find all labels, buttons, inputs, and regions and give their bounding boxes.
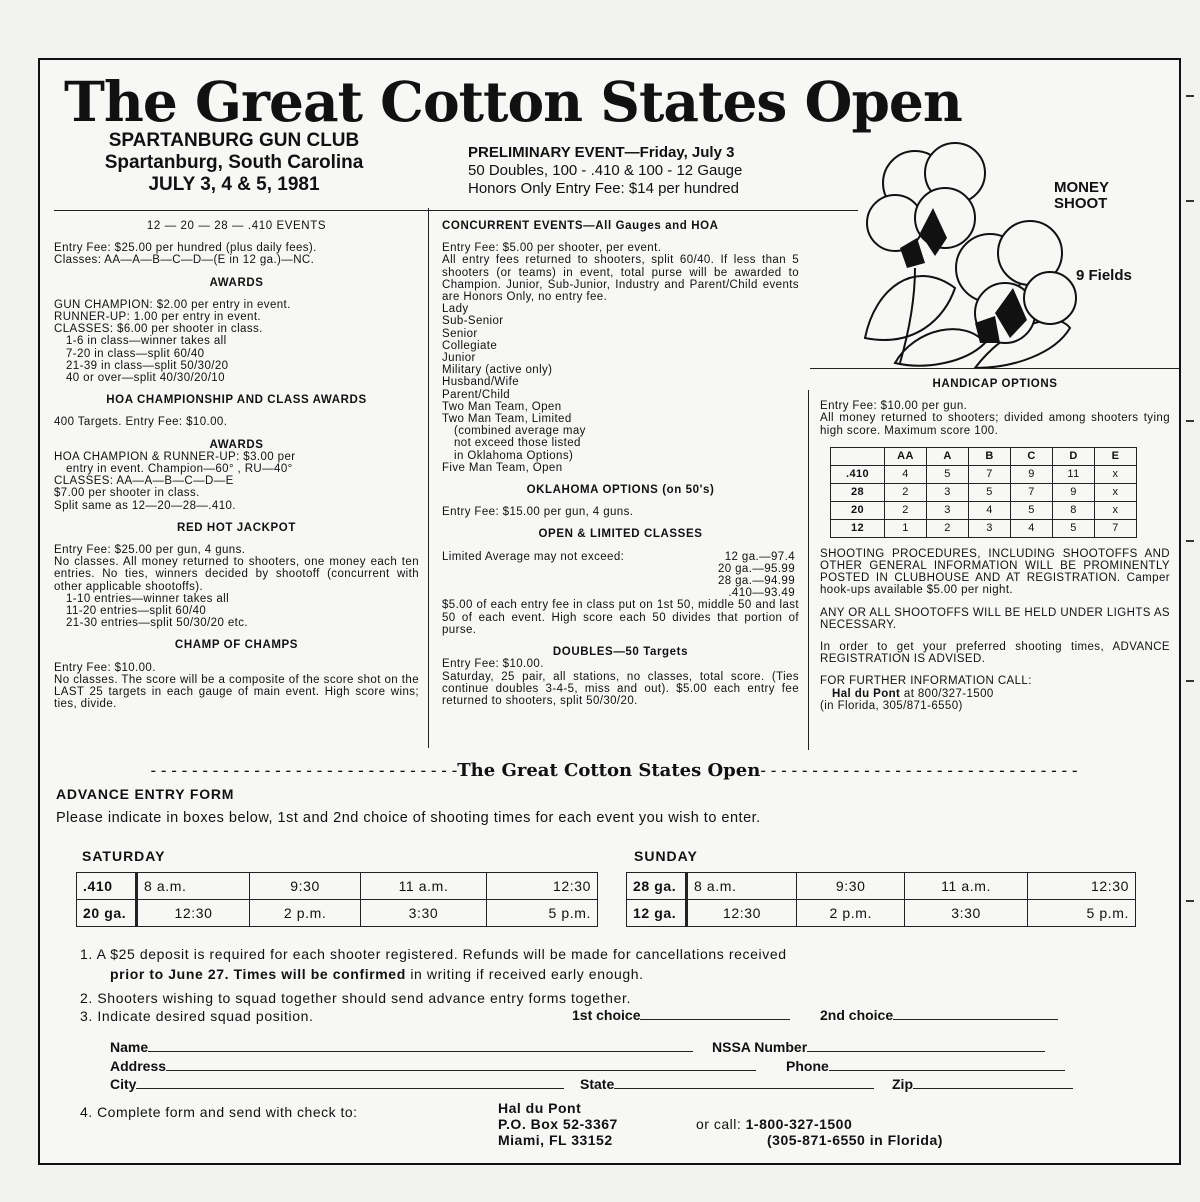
table-cell: C	[1011, 447, 1053, 465]
hoa-champion: HOA CHAMPION & RUNNER-UP: $3.00 per	[54, 450, 296, 463]
name-field[interactable]	[110, 1038, 693, 1057]
page-title: The Great Cotton States Open	[64, 69, 962, 134]
state-field[interactable]	[580, 1075, 874, 1094]
table-row	[627, 900, 1136, 927]
scan-mark	[1186, 200, 1194, 202]
time-slot-box[interactable]: 11 a.m.	[905, 873, 1027, 900]
classes-fee: CLASSES: $6.00 per shooter in class.	[54, 323, 263, 336]
table-cell: 1	[885, 519, 927, 537]
scan-mark	[1186, 540, 1194, 542]
event-item: Collegiate	[442, 339, 498, 352]
awards-heading: AWARDS	[209, 276, 264, 289]
call-florida: (305-871-6550 in Florida)	[767, 1132, 943, 1148]
handicap-heading: HANDICAP OPTIONS	[932, 378, 1058, 390]
event-item: Military (active only)	[442, 364, 553, 377]
hoa-champion-detail: entry in event. Champion—60° , RU—40°	[66, 463, 293, 476]
jackpot-fee: Entry Fee: $25.00 per gun, 4 guns.	[54, 544, 246, 557]
doubles-heading: DOUBLES—50 Targets	[552, 646, 689, 659]
jackpot-text: No classes. All money returned to shooters, one money each ten entries. No ties, winners decided by shootoff (concurrent with other applicable shootoffs).	[54, 556, 419, 593]
first-choice-field[interactable]	[572, 1006, 790, 1025]
table-cell: E	[1095, 447, 1137, 465]
jackpot-split: 11-20 entries—split 60/40	[66, 605, 207, 618]
contact-line	[820, 688, 1170, 700]
phone-label: Phone	[786, 1058, 829, 1074]
gun-champion: GUN CHAMPION: $2.00 per entry in event.	[54, 298, 291, 311]
column-divider	[428, 208, 429, 748]
doubles-text: Saturday, 25 pair, all stations, no classes, total score. (Ties continue doubles 3-4-5, miss and out). $5.00 each entry fee returned to shooters, split 50/30/20.	[442, 670, 799, 707]
note-1-rest: in writing if received early enough.	[405, 966, 644, 982]
dash-line: - - - - - - - - - - - - - - - - - - - - - - - - - - - - - - -	[760, 761, 1078, 780]
table-cell: 3	[927, 483, 969, 501]
money-shoot-line1: MONEY	[1054, 179, 1110, 196]
sunday-times-table	[626, 872, 1136, 927]
note-1-bold: prior to June 27. Times will be confirmed	[110, 966, 406, 982]
shootoffs-text: ANY OR ALL SHOOTOFFS WILL BE HELD UNDER LIGHTS AS NECESSARY.	[820, 606, 1170, 631]
name-label: Name	[110, 1039, 149, 1055]
zip-line[interactable]	[913, 1075, 1073, 1089]
table-cell: 20	[831, 501, 885, 519]
note-3: 3. Indicate desired squad position.	[80, 1008, 314, 1024]
concurrent-fee: Entry Fee: $5.00 per shooter, per event.	[442, 242, 662, 255]
fields-label: 9 Fields	[1076, 267, 1132, 284]
table-cell: 7	[969, 465, 1011, 483]
club-name: SPARTANBURG GUN CLUB	[108, 130, 360, 151]
gauge-cell: 12 ga.	[627, 900, 687, 927]
saturday-times-table	[76, 872, 598, 927]
events-heading: 12 — 20 — 28 — .410 EVENTS	[146, 220, 327, 232]
limit-value: 20 ga.—95.99	[717, 562, 795, 575]
contact-phone: at 800/327-1500	[900, 687, 994, 700]
table-cell: 8	[1053, 501, 1095, 519]
champ-heading: CHAMP OF CHAMPS	[174, 639, 299, 652]
table-row	[77, 900, 598, 927]
table-row	[831, 519, 1137, 537]
event-item: Two Man Team, Open	[442, 400, 562, 413]
preliminary-line3: Honors Only Entry Fee: $14 per hundred	[468, 180, 739, 197]
phone-field[interactable]	[786, 1057, 1065, 1076]
nssa-line[interactable]	[807, 1038, 1045, 1052]
further-info: FOR FURTHER INFORMATION CALL:	[820, 675, 1032, 688]
preliminary-line2: 50 Doubles, 100 - .410 & 100 - 12 Gauge	[468, 162, 743, 179]
divider	[810, 368, 1180, 369]
time-slot-box[interactable]: 8 a.m.	[687, 873, 797, 900]
time-slot-box[interactable]: 12:30	[687, 900, 797, 927]
limited-average	[442, 551, 799, 600]
event-item: Husband/Wife	[442, 376, 520, 389]
note-4: 4. Complete form and send with check to:	[80, 1104, 358, 1120]
or-call-label: or call:	[696, 1116, 742, 1132]
saturday-label: SATURDAY	[82, 848, 166, 864]
split-rule: 7-20 in class—split 60/40	[66, 347, 205, 360]
column-divider	[808, 390, 809, 750]
entry-form-separator	[54, 760, 1174, 781]
time-slot-box[interactable]: 12:30	[137, 900, 250, 927]
state-line[interactable]	[614, 1075, 874, 1089]
table-cell: 7	[1011, 483, 1053, 501]
champ-text: No classes. The score will be a composite of the score shot on the LAST 25 targets in each gauge of main event. High score wins; ties, divide.	[54, 673, 419, 711]
table-cell: .410	[831, 465, 885, 483]
dash-line: - - - - - - - - - - - - - - - - - - - - - - - - - - - - - -	[150, 761, 458, 780]
preliminary-heading: PRELIMINARY EVENT—Friday, July 3	[468, 144, 735, 161]
contact-name: Hal du Pont	[832, 687, 901, 700]
call-info	[696, 1116, 852, 1132]
table-cell	[831, 447, 885, 465]
time-slot-box[interactable]: 3:30	[361, 900, 487, 927]
hoa-fee: $7.00 per shooter in class.	[54, 487, 200, 500]
table-cell: 28	[831, 483, 885, 501]
mail-city: Miami, FL 33152	[498, 1132, 613, 1148]
limited-note: (combined average may	[454, 425, 586, 438]
table-row	[831, 483, 1137, 501]
oklahoma-heading: OKLAHOMA OPTIONS (on 50's)	[526, 484, 715, 497]
split-rule: 21-39 in class—split 50/30/20	[66, 359, 229, 372]
event-item: Lady	[442, 303, 469, 316]
gauge-cell: 20 ga.	[77, 900, 137, 927]
city-label: City	[110, 1076, 137, 1092]
table-cell: 3	[927, 501, 969, 519]
jackpot-split: 1-10 entries—winner takes all	[66, 592, 230, 605]
champ-fee: Entry Fee: $10.00.	[54, 661, 156, 674]
doubles-fee: Entry Fee: $10.00.	[442, 658, 544, 671]
time-slot-box[interactable]: 9:30	[250, 873, 361, 900]
club-dates: JULY 3, 4 & 5, 1981	[148, 174, 320, 195]
table-cell: 2	[885, 483, 927, 501]
time-slot-box[interactable]: 2 p.m.	[250, 900, 361, 927]
money-shoot-label	[1054, 180, 1109, 212]
time-slot-box[interactable]: 8 a.m.	[137, 873, 250, 900]
divider	[54, 210, 434, 211]
address-line[interactable]	[166, 1057, 756, 1071]
table-row	[831, 465, 1137, 483]
entry-fee: Entry Fee: $25.00 per hundred (plus daily fees).	[54, 242, 317, 255]
table-cell: B	[969, 447, 1011, 465]
table-cell: x	[1095, 465, 1137, 483]
split-rule: 1-6 in class—winner takes all	[66, 335, 227, 348]
separator-title: The Great Cotton States Open	[457, 760, 761, 781]
time-slot-box[interactable]: 9:30	[797, 873, 905, 900]
scan-mark	[1186, 680, 1194, 682]
runner-up: RUNNER-UP: 1.00 per entry in event.	[54, 311, 262, 324]
mail-name: Hal du Pont	[498, 1100, 582, 1116]
hoa-targets: 400 Targets. Entry Fee: $10.00.	[54, 416, 228, 429]
mail-address	[498, 1100, 618, 1148]
hoa-split: Split same as 12—20—28—.410.	[54, 499, 236, 512]
table-cell: x	[1095, 501, 1137, 519]
time-slot-box[interactable]: 2 p.m.	[797, 900, 905, 927]
club-header	[54, 130, 414, 196]
table-cell: 7	[1095, 519, 1137, 537]
form-instructions: Please indicate in boxes below, 1st and 2nd choice of shooting times for each event you wish to enter.	[56, 810, 761, 826]
limit-value: 28 ga.—94.99	[717, 575, 795, 588]
open-limited-heading: OPEN & LIMITED CLASSES	[538, 528, 703, 541]
time-slot-box[interactable]: 5 p.m.	[1027, 900, 1135, 927]
procedures-text: SHOOTING PROCEDURES, INCLUDING SHOOTOFFS AND OTHER GENERAL INFORMATION WILL BE PROMINENTLY POSTED IN CLUBHOUSE AND AT REGISTRATION. Camper hook-ups available $5.00 per night.	[820, 547, 1170, 597]
column-main-events	[54, 220, 419, 711]
table-header-row	[831, 447, 1137, 465]
table-cell: 2	[885, 501, 927, 519]
second-choice-field[interactable]	[820, 1006, 1058, 1025]
handicap-text: All money returned to shooters; divided among shooters tying high score. Maximum score 100.	[820, 412, 1170, 437]
sunday-label: SUNDAY	[634, 848, 698, 864]
nssa-field[interactable]	[712, 1038, 1045, 1057]
table-cell: 4	[885, 465, 927, 483]
first-choice-line[interactable]	[640, 1006, 790, 1020]
gauge-cell: 28 ga.	[627, 873, 687, 900]
zip-label: Zip	[892, 1076, 913, 1092]
time-slot-box[interactable]: 5 p.m.	[486, 900, 597, 927]
call-number: 1-800-327-1500	[745, 1116, 853, 1132]
table-cell: D	[1053, 447, 1095, 465]
event-item: Junior	[442, 352, 476, 365]
second-choice-line[interactable]	[893, 1006, 1058, 1020]
event-item: Parent/Child	[442, 388, 511, 401]
table-row	[831, 501, 1137, 519]
hoa-heading: HOA CHAMPIONSHIP AND CLASS AWARDS	[106, 394, 367, 407]
time-slot-box[interactable]: 11 a.m.	[361, 873, 487, 900]
scan-mark	[1186, 420, 1194, 422]
state-label: State	[580, 1076, 615, 1092]
limited-note: not exceed those listed	[454, 437, 581, 450]
split-rule: 40 or over—split 40/30/20/10	[66, 372, 225, 385]
note-1: 1. A $25 deposit is required for each shooter registered. Refunds will be made for cancellations received	[80, 946, 787, 962]
oklahoma-fee: Entry Fee: $15.00 per gun, 4 guns.	[442, 506, 634, 519]
nssa-label: NSSA Number	[712, 1039, 808, 1055]
table-cell: 3	[969, 519, 1011, 537]
handicap-fee: Entry Fee: $10.00 per gun.	[820, 400, 968, 413]
note-1-cont	[80, 964, 1140, 984]
limit-value: .410—93.49	[728, 587, 795, 600]
form-notes	[80, 944, 1140, 1008]
form-title: ADVANCE ENTRY FORM	[56, 786, 235, 802]
table-cell: 5	[1053, 519, 1095, 537]
table-cell: 12	[831, 519, 885, 537]
flyer-frame	[38, 58, 1181, 1165]
table-row	[77, 873, 598, 900]
table-cell: 11	[1053, 465, 1095, 483]
cotton-flower-illustration	[855, 138, 1080, 368]
scan-mark	[1186, 95, 1194, 97]
note-2: 2. Shooters wishing to squad together should send advance entry forms together.	[80, 990, 631, 1006]
limited-label: Limited Average may not exceed:	[442, 550, 625, 563]
name-line[interactable]	[148, 1038, 693, 1052]
table-row	[627, 873, 1136, 900]
hoa-awards-heading: AWARDS	[209, 438, 264, 451]
address-field[interactable]	[110, 1057, 756, 1076]
hoa-classes: CLASSES: AA—A—B—C—D—E	[54, 475, 234, 488]
preliminary-event	[468, 144, 888, 198]
time-slot-box[interactable]: 3:30	[905, 900, 1027, 927]
scan-mark	[1186, 900, 1194, 902]
event-item: Sub-Senior	[442, 315, 504, 328]
jackpot-split: 21-30 entries—split 50/30/20 etc.	[66, 617, 248, 630]
first-choice-label: 1st choice	[572, 1007, 641, 1023]
limited-values	[718, 551, 799, 600]
address-label: Address	[110, 1058, 167, 1074]
column-handicap	[820, 378, 1170, 712]
zip-field[interactable]	[892, 1075, 1073, 1094]
event-item: Two Man Team, Limited	[442, 413, 572, 426]
jackpot-heading: RED HOT JACKPOT	[177, 521, 296, 534]
table-cell: A	[927, 447, 969, 465]
table-cell: x	[1095, 483, 1137, 501]
classes: Classes: AA—A—B—C—D—(E in 12 ga.)—NC.	[54, 254, 315, 267]
mail-box: P.O. Box 52-3367	[498, 1116, 618, 1132]
gauge-cell: .410	[77, 873, 137, 900]
limited-note: in Oklahoma Options)	[454, 449, 574, 462]
table-cell: 5	[969, 483, 1011, 501]
city-line[interactable]	[136, 1075, 564, 1089]
table-cell: 4	[969, 501, 1011, 519]
open-text: $5.00 of each entry fee in class put on 1st 50, middle 50 and last 50 of each event. High score each 50 divides that portion of purse.	[442, 599, 799, 636]
time-slot-box[interactable]: 12:30	[486, 873, 597, 900]
advance-text: In order to get your preferred shooting times, ADVANCE REGISTRATION IS ADVISED.	[820, 641, 1170, 666]
handicap-table	[830, 447, 1137, 538]
limit-value: 12 ga.—97.4	[724, 550, 795, 563]
phone-line[interactable]	[829, 1057, 1065, 1071]
money-shoot-line2: SHOOT	[1054, 195, 1108, 212]
time-slot-box[interactable]: 12:30	[1027, 873, 1135, 900]
table-cell: 9	[1053, 483, 1095, 501]
contact-florida: (in Florida, 305/871-6550)	[820, 699, 963, 712]
column-concurrent-events	[442, 220, 799, 707]
table-cell: 4	[1011, 519, 1053, 537]
city-field[interactable]	[110, 1075, 564, 1094]
table-cell: 2	[927, 519, 969, 537]
event-item: Senior	[442, 327, 478, 340]
second-choice-label: 2nd choice	[820, 1007, 894, 1023]
table-cell: 5	[927, 465, 969, 483]
table-cell: AA	[885, 447, 927, 465]
club-location: Spartanburg, South Carolina	[104, 152, 364, 173]
table-cell: 5	[1011, 501, 1053, 519]
table-cell: 9	[1011, 465, 1053, 483]
concurrent-text: All entry fees returned to shooters, split 60/40. If less than 5 shooters (or teams) in event, total purse will be awarded to Champion. Junior, Sub-Junior, Industry and Parent/Child events are Honors Only, no entry fee.	[442, 254, 799, 304]
event-item: Five Man Team, Open	[442, 461, 563, 474]
concurrent-heading: CONCURRENT EVENTS—All Gauges and HOA	[442, 220, 719, 232]
divider	[428, 210, 858, 211]
